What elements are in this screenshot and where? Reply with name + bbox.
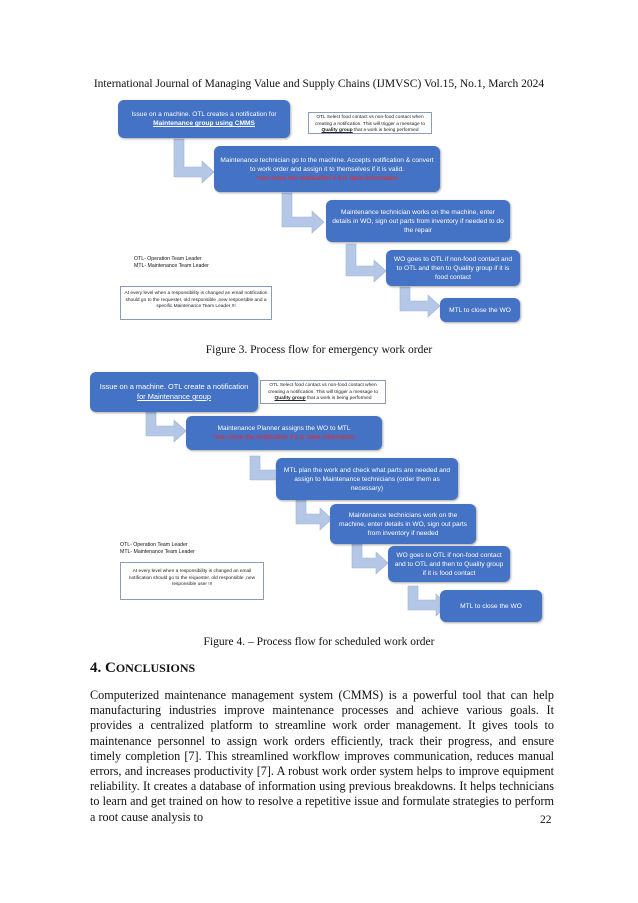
fig3-step-technician-red: *can close the notification if it is false information (256, 174, 398, 182)
figure-4-caption: Figure 4. – Process flow for scheduled work order (203, 636, 435, 648)
fig4-email-note-text: At every level when a responsibility is changed an email notification should go to the requester, old responsible ,new responsible user !!! (128, 569, 256, 587)
fig3-step-issue-line2: Maintenance group using CMMS (153, 120, 255, 127)
fig4-email-note (120, 562, 264, 600)
fig4-step-close (440, 590, 542, 622)
fig4-legend (120, 542, 195, 556)
fig4-step-mtl-plan-text: MTL plan the work and check what parts are needed and assign to Maintenance technicians (order them as necessary) (283, 466, 451, 492)
fig3-legend-otl: OTL- Operation Team Leader (134, 256, 202, 262)
section-title-initial: C (105, 660, 116, 676)
fig3-note-bold: Quality group (321, 128, 353, 133)
fig4-step-technicians-text: Maintenance technicians work on the machine, enter details in WO, sign out parts from inventory if needed (339, 511, 467, 537)
fig3-step-technician-line2: to work order and assign it to themselves if it is valid. (250, 165, 404, 173)
fig4-step-technicians (330, 504, 476, 544)
journal-header: International Journal of Managing Value and Supply Chains (IJMVSC) Vol.15, No.1, March 2024 (93, 78, 545, 90)
figure-3-caption: Figure 3. Process flow for emergency work order (205, 344, 433, 356)
fig4-step-planner (186, 416, 382, 450)
fig4-step-wo-otl-text: WO goes to OTL if non-food contact and to OTL and then to Quality group if it is food contact (394, 551, 504, 577)
fig4-note-bold: Quality group (274, 396, 306, 401)
fig3-legend-mtl: MTL- Maintenance Team Leader (134, 263, 209, 269)
fig3-step-close-text: MTL to close the WO (449, 306, 511, 314)
fig3-note-line2: creating a notification. This will trigger a message to (314, 121, 426, 127)
fig3-note-line1: OTL Select food contact vs non-food contact when (316, 115, 424, 120)
section-heading (90, 660, 195, 677)
fig4-quality-note (260, 380, 386, 404)
fig4-step-planner-red: *can close the notification if it is false information (213, 434, 355, 441)
fig3-step-repair-text: Maintenance technician works on the machine, enter details in WO, sign out parts from inventory if needed to do the repair (332, 208, 504, 234)
fig4-step-wo-otl (388, 546, 510, 582)
fig3-step-issue-line1: Issue on a machine. OTL creates a notification for (131, 111, 277, 118)
section-number: 4. (90, 660, 105, 676)
page-number: 22 (540, 814, 552, 826)
fig4-note-line2: creating a notification. This will trigger a message to (267, 389, 379, 395)
fig4-step-issue (90, 372, 258, 412)
fig4-step-planner-line1: Maintenance Planner assigns the WO to MTL (217, 425, 351, 432)
fig3-step-technician-line1: Maintenance technician go to the machine. Accepts notification & convert (220, 156, 434, 164)
fig4-step-close-text: MTL to close the WO (460, 602, 522, 610)
fig4-step-issue-line1: Issue on a machine. OTL create a notification (99, 382, 249, 391)
fig4-legend-otl: OTL- Operation Team Leader (120, 542, 188, 548)
fig4-step-issue-line2: for Maintenance group (137, 392, 211, 401)
conclusions-paragraph: Computerized maintenance management system (CMMS) is a powerful tool that can help manufacturing industries improve maintenance processes and achieve various goals. It provides a centralized platform to streamline work order management. It gives tools to maintenance personnel to assign work orders efficiently, track their progress, and ensure timely completion [7]. This streamlined workflow improves communication, reduces manual errors, and increases productivity [7]. A robust work order system helps to improve equipment reliability. It creates a database of information using previous breakdowns. It helps technicians to learn and get trained on how to resolve a repetitive issue and formulate strategies to perform a root cause analysis to (90, 688, 554, 824)
fig4-note-tail: that a work is being performed (305, 396, 372, 401)
fig4-legend-mtl: MTL- Maintenance Team Leader (120, 549, 195, 555)
fig3-note-tail: that a work is being performed (352, 128, 419, 133)
fig3-email-note-text: At every level when a responsibility is changed an email notification should go to the requester, old responsible ,new responsible and a specific Maintenance Team Leader !!! (124, 291, 268, 309)
fig4-note-line1: OTL Select food contact vs non-food contact when (269, 383, 377, 388)
fig4-step-mtl-plan (276, 458, 458, 500)
section-title-rest: ONCLUSIONS (115, 661, 196, 675)
fig3-step-wo-otl-text: WO goes to OTL if non-food contact and to OTL and then to Quality group if it is food contact (393, 255, 513, 281)
